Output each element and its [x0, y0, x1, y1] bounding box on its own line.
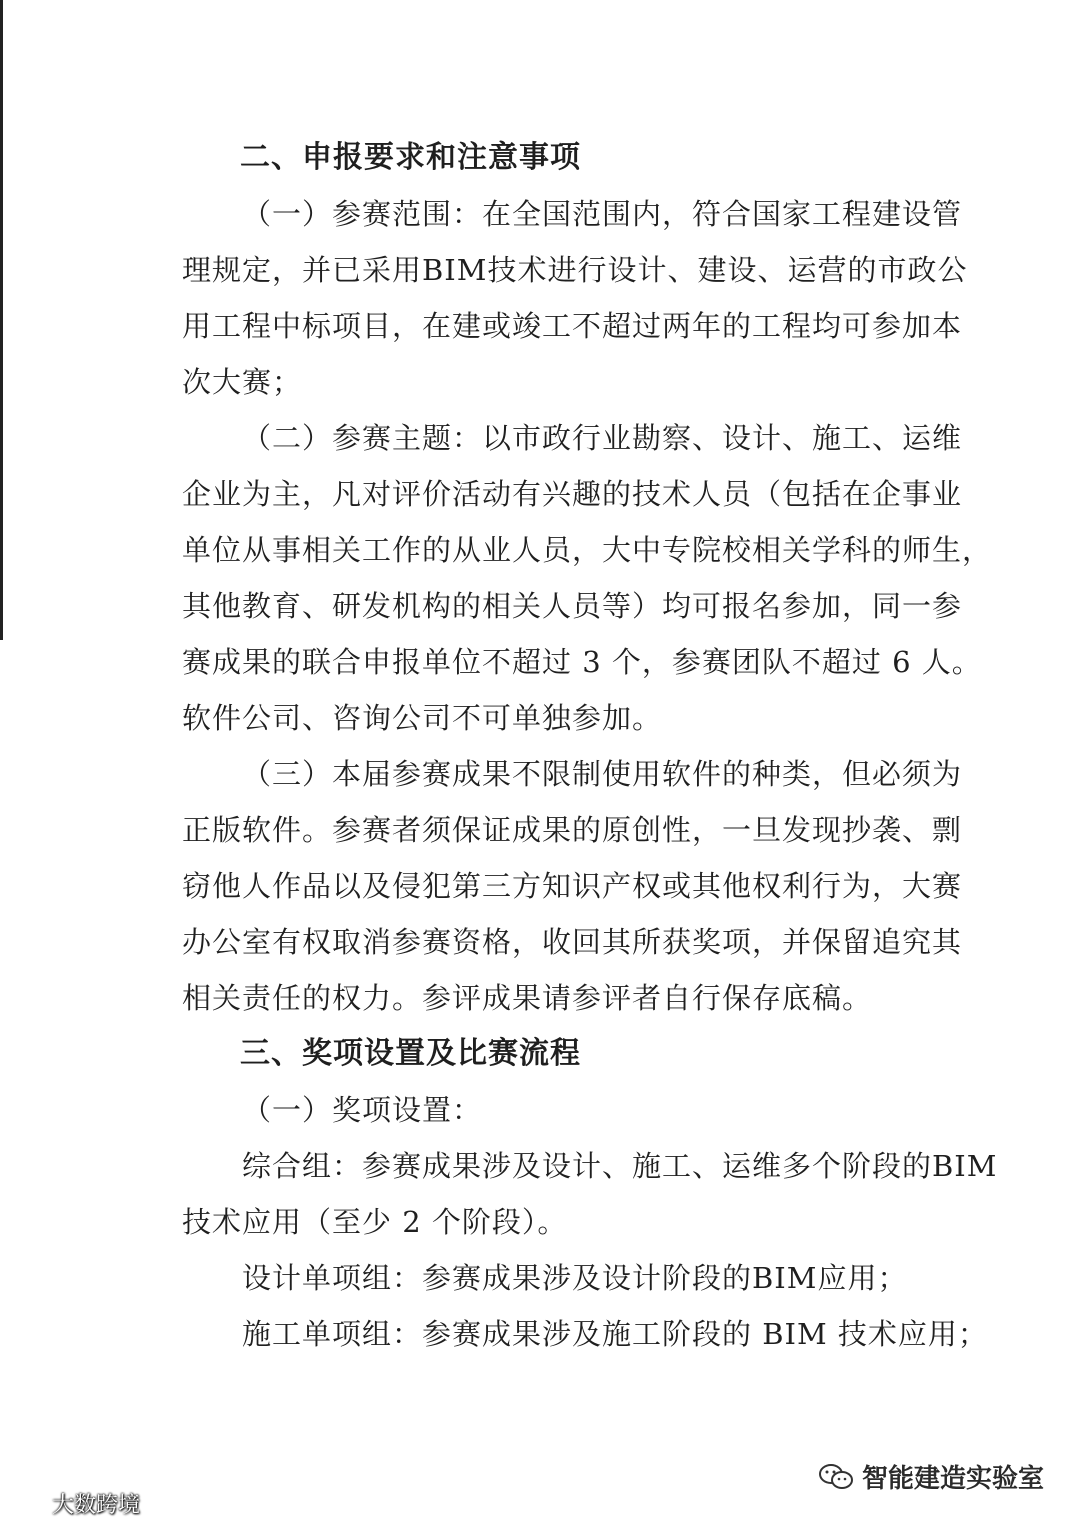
item-3-line-2: 正版软件。参赛者须保证成果的原创性，一旦发现抄袭、剽 [182, 813, 963, 847]
item-3-line-5: 相关责任的权力。参评成果请参评者自行保存底稿。 [182, 981, 873, 1015]
watermark-left [6, 1488, 140, 1519]
item-2-line-2: 企业为主，凡对评价活动有兴趣的技术人员（包括在企事业 [182, 477, 963, 511]
item-1-line-1: （一）参赛范围：在全国范围内，符合国家工程建设管 [242, 197, 963, 231]
item-1-line-2: 理规定，并已采用BIM技术进行设计、建设、运营的市政公 [182, 253, 968, 287]
section-2-heading: 二、申报要求和注意事项 [240, 140, 581, 175]
item-3-line-4: 办公室有权取消参赛资格，收回其所获奖项，并保留追究其 [182, 925, 963, 959]
logo-icon [6, 1493, 46, 1515]
construction-single-group: 施工单项组：参赛成果涉及施工阶段的 BIM 技术应用； [242, 1317, 988, 1351]
item-1-line-3: 用工程中标项目，在建或竣工不超过两年的工程均可参加本 [182, 309, 963, 343]
design-single-group: 设计单项组：参赛成果涉及设计阶段的BIM应用； [242, 1261, 908, 1295]
item-2-line-5: 赛成果的联合申报单位不超过 3 个，参赛团队不超过 6 人。 [182, 645, 982, 679]
watermark-right [818, 1458, 1044, 1495]
item-2-line-3: 单位从事相关工作的从业人员，大中专院校相关学科的师生， [182, 533, 993, 567]
watermark-left-text: 大数跨境 [52, 1493, 141, 1518]
section-3-heading: 三、奖项设置及比赛流程 [240, 1036, 581, 1071]
watermark-right-text: 智能建造实验室 [861, 1464, 1044, 1494]
item-1-line-4: 次大赛； [182, 365, 303, 399]
scan-edge-line [0, 0, 8, 640]
comprehensive-line-1: 综合组：参赛成果涉及设计、施工、运维多个阶段的BIM [242, 1149, 998, 1183]
item-2-line-1: （二）参赛主题：以市政行业勘察、设计、施工、运维 [242, 421, 963, 455]
item-3-line-3: 窃他人作品以及侵犯第三方知识产权或其他权利行为，大赛 [182, 869, 963, 903]
comprehensive-line-2: 技术应用（至少 2 个阶段）。 [182, 1205, 568, 1239]
wechat-icon [818, 1462, 854, 1492]
item-2-line-6: 软件公司、咨询公司不可单独参加。 [182, 701, 663, 735]
item-2-line-4: 其他教育、研发机构的相关人员等）均可报名参加，同一参 [182, 589, 963, 623]
awards-subheading: （一）奖项设置： [242, 1093, 483, 1127]
item-3-line-1: （三）本届参赛成果不限制使用软件的种类，但必须为 [242, 757, 963, 791]
